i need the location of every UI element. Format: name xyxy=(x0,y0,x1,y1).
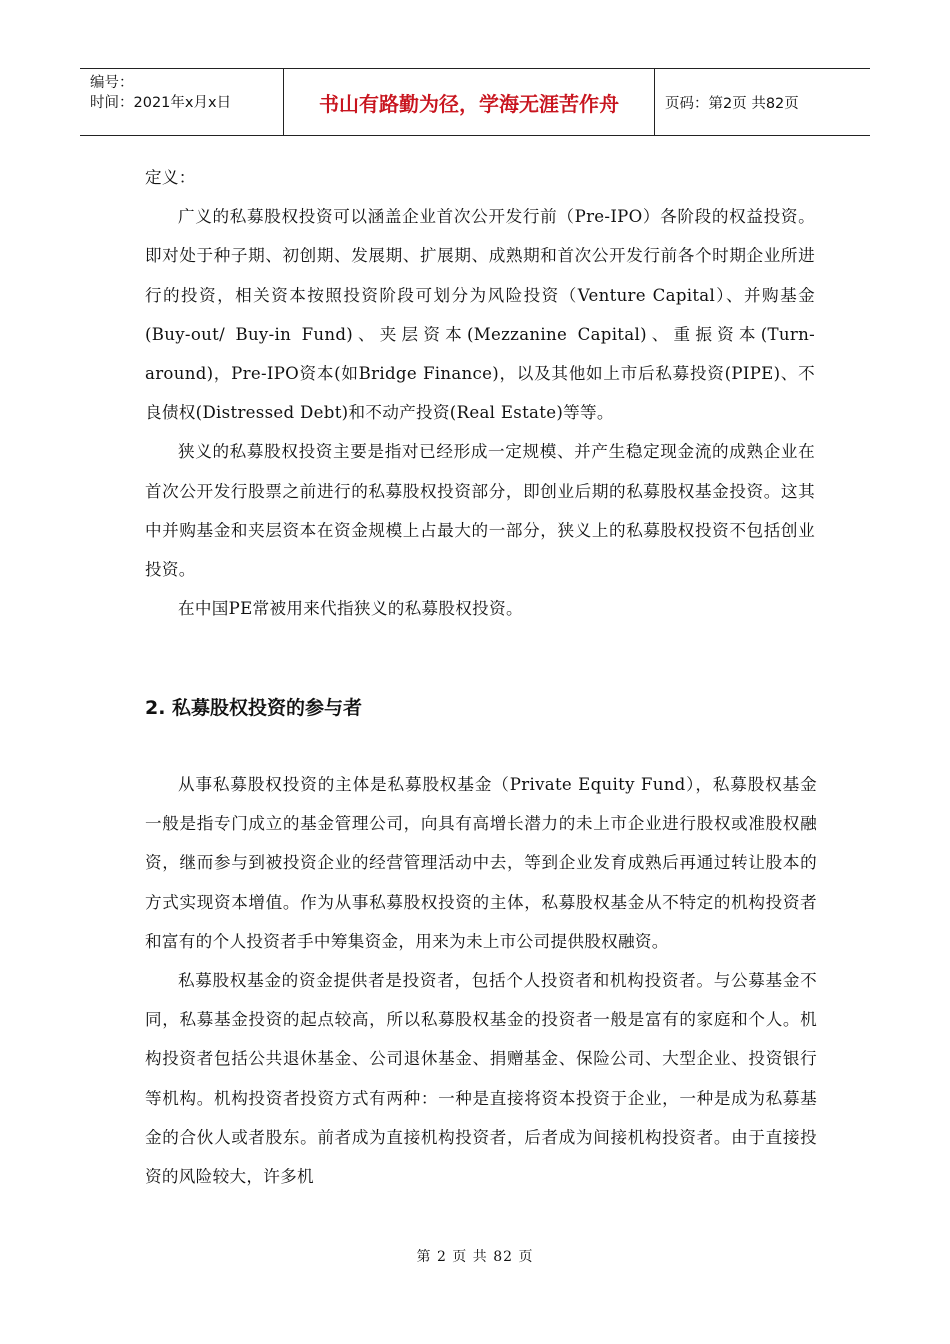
paragraph: 广义的私募股权投资可以涵盖企业首次公开发行前（Pre-IPO）各阶段的权益投资。即对处于种子期、初创期、发展期、扩展期、成熟期和首次公开发行前各个时期企业所进行的投资，相关资本按照投资阶段可划分为风险投资（Venture Capital）、并购基金(Buy-out/ Buy-in Fund)、夹层资本(Mezzanine Capital)、重振资本(Turn-around)，Pre-IPO资本(如Bridge Finance)，以及其他如上市后私募投资(PIPE)、不良债权(Distressed Debt)和不动产投资(Real Estate)等等。 xyxy=(145,207,815,423)
paragraph: 狭义的私募股权投资主要是指对已经形成一定规模、并产生稳定现金流的成熟企业在首次公开发行股票之前进行的私募股权投资部分，即创业后期的私募股权基金投资。这其中并购基金和夹层资本在资金规模上占最大的一部分，狭义上的私募股权投资不包括创业投资。 xyxy=(145,442,815,580)
doc-time-label: 时间：2021年x月x日 xyxy=(90,95,232,111)
header-meta xyxy=(80,69,283,135)
paragraph: 从事私募股权投资的主体是私募股权基金（Private Equity Fund），私募股权基金一般是指专门成立的基金管理公司，向具有高增长潜力的未上市企业进行股权或准股权融资，继而参与到被投资企业的经营管理活动中去，等到企业发育成熟后再通过转让股本的方式实现资本增值。作为从事私募股权投资的主体，私募股权基金从不特定的机构投资者和富有的个人投资者手中筹集资金，用来为未上市公司提供股权融资。 xyxy=(145,775,817,951)
page-header xyxy=(80,68,870,136)
paragraph: 在中国PE常被用来代指狭义的私募股权投资。 xyxy=(178,599,523,619)
paragraph: 私募股权基金的资金提供者是投资者，包括个人投资者和机构投资者。与公募基金不同，私募基金投资的起点较高，所以私募股权基金的投资者一般是富有的家庭和个人。机构投资者包括公共退休基金、公司退休基金、捐赠基金、保险公司、大型企业、投资银行等机构。机构投资者投资方式有两种：一种是直接将资本投资于企业，一种是成为私募基金的合伙人或者股东。前者成为直接机构投资者，后者成为间接机构投资者。由于直接投资的风险较大，许多机 xyxy=(145,971,817,1187)
section-definition xyxy=(145,158,815,628)
doc-number-label: 编号： xyxy=(90,75,134,91)
header-motto: 书山有路勤为径，学海无涯苦作舟 xyxy=(283,69,655,135)
header-page-info: 页码：第2页 共82页 xyxy=(665,95,799,112)
page-footer: 第 2 页 共 82 页 xyxy=(416,1249,534,1265)
section-participants xyxy=(145,765,817,1196)
paragraph: 定义： xyxy=(145,168,196,187)
section-heading: 2. 私募股权投资的参与者 xyxy=(145,697,363,719)
